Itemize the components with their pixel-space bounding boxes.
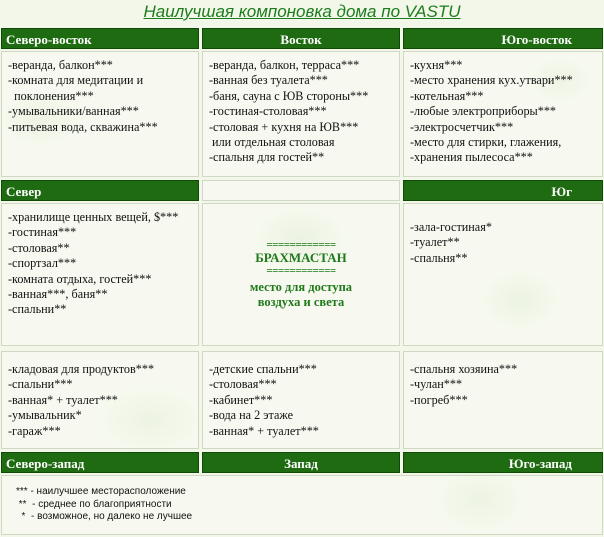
header-southwest: Юго-запад (403, 452, 603, 473)
cell-southeast (403, 51, 603, 177)
list-item: -питьевая вода, скважина*** (8, 119, 158, 134)
list-item: -комната для медитации и (8, 73, 144, 88)
list-item: -ванная* + туалет*** (8, 392, 118, 407)
list-item: -детские спальни*** (209, 362, 317, 376)
list-item: -место хранения кух.утвари*** (410, 73, 573, 88)
brahmasthan-desc-2: воздуха и света (257, 295, 345, 309)
list-item: -спортзал*** (8, 256, 77, 271)
cell-brahmasthan (202, 203, 400, 346)
legend-item: *** - наилучшее месторасположение (16, 486, 186, 497)
list-item: -спальни*** (8, 377, 73, 392)
list-item: -погреб*** (410, 392, 468, 407)
list-item: -ванная* + туалет*** (209, 423, 319, 438)
cell-southwest (403, 351, 603, 449)
header-empty (202, 180, 400, 201)
list-item: -котельная*** (410, 88, 484, 103)
list-item: -спальня** (410, 250, 468, 265)
page-title: Наилучшая компоновка дома по VASTU (143, 2, 461, 21)
list-item: -спальни** (8, 302, 67, 317)
legend (1, 475, 603, 535)
list-item: -комната отдыха, гостей*** (8, 271, 152, 286)
header-south: Юг (403, 180, 603, 201)
list-item: -зала-гостиная* (410, 220, 492, 234)
header-east: Восток (202, 28, 400, 49)
list-item: -место для стирки, глажения, (410, 135, 562, 150)
list-item: -вода на 2 этаже (209, 408, 294, 423)
legend-item: ** - среднее по благоприятности (16, 498, 172, 510)
header-north: Север (1, 180, 199, 201)
list-item: -веранда, балкон, терраса*** (209, 58, 360, 72)
legend-item: * - возможное, но далеко не лучшее (16, 511, 193, 522)
header-northwest: Северо-запад (1, 452, 199, 473)
cell-south (403, 203, 603, 346)
cell-north (1, 203, 199, 346)
cell-west (202, 351, 400, 449)
list-item: -кабинет*** (209, 392, 273, 407)
cell-east (202, 51, 400, 177)
list-item: -чулан*** (410, 377, 463, 392)
divider-line: ============ (266, 239, 336, 251)
list-item: -кухня*** (410, 58, 463, 72)
header-west: Запад (202, 452, 400, 473)
list-item: -ванная без туалета*** (209, 73, 328, 88)
brahmasthan-title: БРАХМАСТАН (255, 250, 347, 265)
list-item: -спальня хозяина*** (410, 362, 518, 376)
header-northeast: Северо-восток (1, 28, 199, 49)
list-item: -гостиная-столовая*** (209, 104, 327, 119)
list-item: -хранения пылесоса*** (410, 150, 533, 165)
cell-northeast (1, 51, 199, 177)
list-item: -гараж*** (8, 423, 61, 438)
list-item: -гостиная*** (8, 225, 77, 240)
list-item: -спальня для гостей** (209, 150, 325, 165)
list-item: -умывальники/ванная*** (8, 104, 139, 119)
list-item: -кладовая для продуктов*** (8, 362, 155, 376)
list-item: или отдельная столовая (209, 135, 335, 150)
list-item: -веранда, балкон*** (8, 58, 113, 72)
list-item: -столовая*** (209, 377, 277, 392)
list-item: -любые электроприборы*** (410, 104, 557, 119)
list-item: -умывальник* (8, 408, 82, 423)
list-item: -баня, сауна с ЮВ стороны*** (209, 88, 369, 103)
divider-line: ============ (266, 265, 336, 277)
cell-northwest (1, 351, 199, 449)
list-item: -хранилище ценных вещей, $*** (8, 210, 179, 224)
list-item: поклонения*** (8, 88, 94, 103)
list-item: -столовая + кухня на ЮВ*** (209, 119, 359, 134)
header-southeast: Юго-восток (403, 28, 603, 49)
list-item: -электросчетчик*** (410, 119, 514, 134)
list-item: -туалет** (410, 235, 460, 250)
list-item: -ванная***, баня** (8, 287, 108, 302)
brahmasthan-desc-1: место для доступа (249, 280, 353, 294)
list-item: -столовая** (8, 240, 70, 255)
